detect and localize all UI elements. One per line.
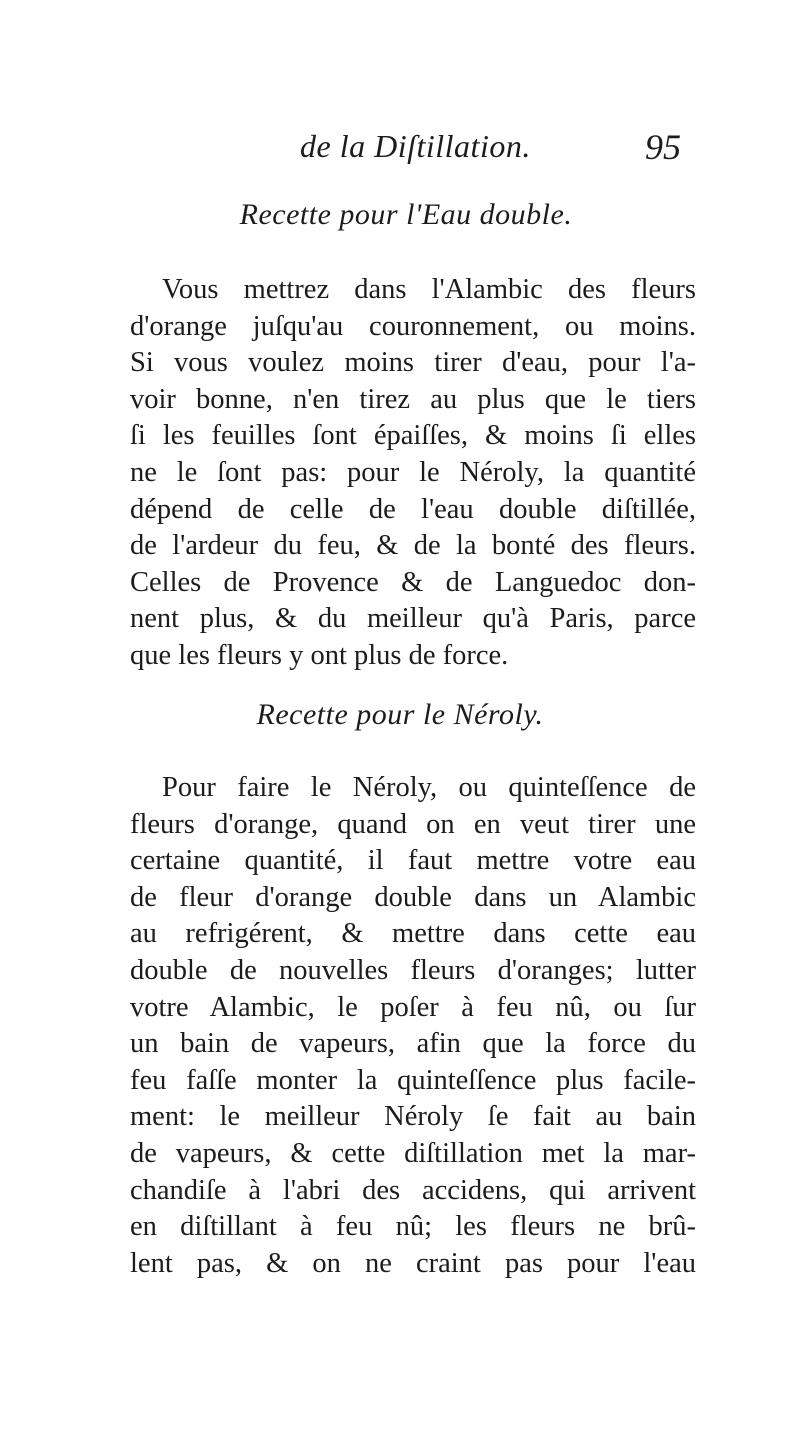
- text-line: en diſtillant à feu nû; les fleurs ne brû-: [130, 1211, 696, 1243]
- text-line: Si vous voulez moins tirer d'eau, pour l'a-: [130, 347, 696, 379]
- text-line: un bain de vapeurs, afin que la force du: [130, 1028, 696, 1060]
- page-number: 95: [645, 127, 681, 167]
- text-line: double de nouvelles fleurs d'oranges; lutter: [130, 954, 696, 986]
- paragraph-eau-double: [130, 272, 696, 675]
- running-title: de la Diſtillation.: [300, 128, 531, 164]
- text-line: que les fleurs y ont plus de force.: [130, 639, 509, 671]
- section-heading-eau-double: Recette pour l'Eau double.: [239, 198, 573, 231]
- text-line: Pour faire le Néroly, ou quinteſſence de: [162, 772, 696, 803]
- text-line: certaine quantité, il faut mettre votre eau: [130, 845, 696, 877]
- text-line: voir bonne, n'en tirez au plus que le tiers: [130, 383, 696, 415]
- text-line: au refrigérent, & mettre dans cette eau: [130, 918, 696, 950]
- text-line: de vapeurs, & cette diſtillation met la mar-: [130, 1137, 696, 1169]
- text-line: chandiſe à l'abri des accidens, qui arrivent: [130, 1174, 696, 1206]
- text-line: Celles de Provence & de Languedoc don-: [130, 566, 696, 598]
- text-line: lent pas, & on ne craint pas pour l'eau: [130, 1247, 696, 1279]
- text-line: ne le ſont pas: pour le Néroly, la quantité: [130, 456, 696, 488]
- text-line: votre Alambic, le poſer à feu nû, ou ſur: [130, 991, 696, 1023]
- text-line: de fleur d'orange double dans un Alambic: [130, 881, 696, 913]
- section-heading-neroly: Recette pour le Néroly.: [256, 698, 544, 731]
- text-line: de l'ardeur du feu, & de la bonté des fleurs.: [130, 530, 696, 562]
- text-line: d'orange juſqu'au couronnement, ou moins.: [130, 310, 696, 342]
- text-line: feu faſſe monter la quinteſſence plus facile-: [130, 1064, 696, 1096]
- paragraph-neroly: [130, 770, 696, 1282]
- text-line: Vous mettrez dans l'Alambic des fleurs: [162, 274, 696, 305]
- text-line: fleurs d'orange, quand on en veut tirer une: [130, 808, 696, 840]
- text-line: dépend de celle de l'eau double diſtillée,: [130, 493, 696, 525]
- text-line: ment: le meilleur Néroly ſe fait au bain: [130, 1101, 696, 1133]
- text-line: nent plus, & du meilleur qu'à Paris, parce: [130, 603, 696, 635]
- text-line: ſi les feuilles ſont épaiſſes, & moins ſi elles: [130, 420, 696, 452]
